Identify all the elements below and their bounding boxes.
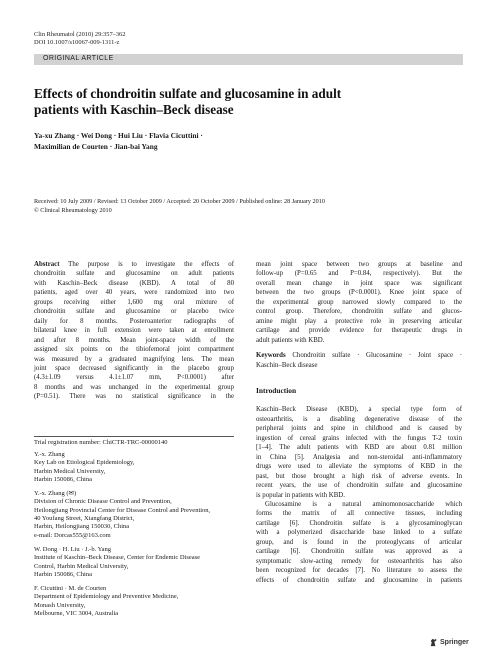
- text-line: follow-up (P=0.65 and P=0.84, respectively). But the: [256, 270, 462, 278]
- text-line: patients, aged over 40 years, were randomized into two: [34, 289, 234, 297]
- text-line: mean joint space between two groups at baseline and: [256, 261, 462, 268]
- affiliation-authors: W. Dong · H. Liu · J.-b. Yang: [34, 545, 112, 553]
- text-line: Kaschin–Beck Disease (KBD), a special type form of: [256, 406, 462, 414]
- text-line: peripheral joints and spine in childhood and is caused by: [256, 425, 462, 433]
- text-line: effects of chondroitin sulfate and glucosamine in patients: [256, 576, 462, 584]
- abstract-right: [256, 260, 462, 585]
- text-line: between the two groups (P<0.0001). Knee joint space of: [256, 289, 462, 297]
- affiliation-group: [34, 490, 234, 540]
- affiliations: [34, 451, 234, 624]
- label-keywords: Keywords: [256, 352, 286, 360]
- text-line: [1–4]. The adult patients with KBD are about 0.81 million: [256, 444, 462, 452]
- text-line: cartilage and provide evidence for therapeutic drugs in: [256, 327, 462, 335]
- text-line: past, but those brought a high risk of adverse events. In: [256, 472, 462, 480]
- text-line: been recognized for decades [7]. No literature to assess the: [256, 567, 462, 575]
- text-line: symptomatic slow-acting remedy for osteoarthritis has also: [256, 557, 462, 565]
- keywords: [256, 351, 462, 370]
- text-line: cartilage [6]. Chondroitin sulfate was approved as a: [256, 548, 462, 556]
- doi: DOI 10.1007/s10067-009-1311-z: [34, 39, 120, 47]
- text-line: chondroitin sulfate and glucosamine or placebo twice: [34, 308, 234, 316]
- publisher-name: Springer: [440, 639, 469, 646]
- article-title: [34, 86, 454, 118]
- label-abstract: Abstract: [34, 261, 60, 268]
- trial-registration: Trial registration number: ChiCTR-TRC-00000140: [34, 439, 168, 446]
- affiliation-line: Harbin 150086, China: [34, 570, 92, 578]
- copyright-line: © Clinical Rheumatology 2010: [34, 207, 112, 214]
- text-line: (4.3±1.09 versus 4.1±1.07 mm, P<0.0001) after: [34, 374, 234, 382]
- text-line: was measured by a graduated magnifying lens. The mean: [34, 355, 234, 363]
- text-line: (P=0.51). There was no statistical significance in the: [34, 393, 234, 401]
- text-line: Kaschin–Beck disease: [256, 361, 318, 369]
- text-line: in China [5]. Analgesia and non-steroidal anti-inflammatory: [256, 453, 462, 461]
- text-line: Abstract The purpose is to investigate the effects of: [34, 261, 234, 268]
- author-list: [34, 131, 394, 152]
- affiliation-line: Institute of Kaschin–Beck Disease, Center for Endemic Disease: [34, 554, 201, 562]
- text-line: 8 months and was unchanged in the experimental group: [34, 383, 234, 391]
- text-line: Glucosamine is a natural aminomonosaccharide which: [265, 500, 462, 508]
- affiliation-line: Monash University,: [34, 601, 86, 609]
- dates-line: Received: 10 July 2009 / Revised: 13 October 2009 / Accepted: 20 October 2009 / Published online: 28 January 2010: [34, 198, 325, 205]
- affiliation-line: Department of Epidemiology and Preventive Medicine,: [34, 593, 179, 601]
- text-line: with Kaschin–Beck disease (KBD). A total of 80: [34, 279, 234, 287]
- springer-horse-icon: [429, 638, 438, 647]
- affiliation-group: [34, 585, 234, 618]
- affiliation-line: Heilongjiang Provincial Center for Disease Control and Prevention,: [34, 506, 211, 514]
- section-heading-introduction: Introduction: [256, 385, 297, 395]
- title-line: patients with Kaschin–Beck disease: [34, 102, 234, 117]
- text-line: drugs were used to alleviate the symptoms of KBD in the: [256, 463, 462, 471]
- text-line: joint space decreased significantly in the placebo group: [34, 364, 234, 372]
- journal-citation: [34, 31, 125, 47]
- text-line: daily for 8 months. Posteroanterior radiographs of: [34, 317, 234, 325]
- text-line: forms the matrix of all connective tissues, including: [256, 510, 462, 518]
- title-line: Effects of chondroitin sulfate and glucosamine in adult: [34, 86, 342, 101]
- dates-block: [34, 197, 474, 215]
- affiliation-authors: F. Cicuttini · M. de Courten: [34, 585, 107, 593]
- affiliation-line: Harbin Medical University,: [34, 467, 106, 475]
- text-line: group, and is found in the proteoglycans of articular: [256, 538, 462, 546]
- publisher-logo: [429, 638, 469, 647]
- text-line: amine might play a protective role in preserving articular: [256, 317, 462, 325]
- affiliation-authors: Y.-x. Zhang: [34, 451, 65, 458]
- text-line: assigned six points on the tibiofemoral joint compartment: [34, 346, 234, 354]
- author-line: Maximilian de Courten · Jian-bai Yang: [34, 141, 158, 151]
- text-line: and after 8 months. Mean joint-space width of the: [34, 336, 234, 344]
- footnote-rule: [34, 436, 234, 437]
- text-line: osteoarthritis, is a disabling degenerative disease of the: [256, 415, 462, 423]
- affiliation-line: Key Lab on Etiological Epidemiology,: [34, 459, 135, 467]
- text-line: overall mean change in joint space was significant: [256, 279, 462, 287]
- text-line: adult patients with KBD.: [256, 336, 325, 344]
- affiliation-line: 40 Youfang Street, Xiangfang District,: [34, 515, 135, 523]
- text-line: with a polymerized disaccharide base linked to a sulfate: [256, 529, 462, 537]
- affiliation-group: [34, 546, 234, 579]
- abstract-left: [34, 260, 234, 402]
- text-line: control group. Therefore, chondroitin sulfate and glucos-: [256, 308, 462, 316]
- affiliation-line: Melbourne, VIC 3004, Australia: [34, 610, 119, 618]
- affiliation-line: Harbin 150086, China: [34, 475, 92, 483]
- journal-ref: Clin Rheumatol (2010) 29:357–362: [34, 31, 126, 38]
- affiliation-line: Division of Chronic Disease Control and Prevention,: [34, 498, 172, 506]
- text-line: recent years, the use of chondroitin sulfate and glucosamine: [256, 482, 462, 490]
- affiliation-authors: Y.-x. Zhang (✉): [34, 490, 77, 498]
- text-line: chondroitin sulfate and glucosamine on adult patients: [34, 270, 234, 278]
- article-type-banner: [34, 54, 463, 65]
- affiliation-group: [34, 451, 234, 484]
- affiliation-line: Control, Harbin Medical University,: [34, 562, 129, 570]
- text-line: is popular in patients with KBD.: [256, 491, 345, 499]
- text-line: Keywords Chondroitin sulfate · Glucosamine · Joint space ·: [256, 352, 462, 360]
- text-line: cartilage [6]. Chondroitin sulfate is a glycosaminoglycan: [256, 519, 462, 527]
- text-line: groups receiving either 1,600 mg oral mixture of: [34, 298, 234, 306]
- article-type-label: ORIGINAL ARTICLE: [43, 55, 114, 62]
- affiliation-line: e-mail: Dorcas555@163.com: [34, 531, 111, 539]
- affiliation-line: Harbin, Heilongjiang 150030, China: [34, 523, 130, 531]
- text-line: bilateral knee in full extension were taken at enrollment: [34, 327, 234, 335]
- text-line: the experimental group narrowed slowly compared to the: [256, 298, 462, 306]
- text-line: ingestion of cereal grains infected with the fungus T-2 toxin: [256, 434, 462, 442]
- author-line: Ya-xu Zhang · Wei Dong · Hui Liu · Flavia Cicuttini ·: [34, 131, 203, 140]
